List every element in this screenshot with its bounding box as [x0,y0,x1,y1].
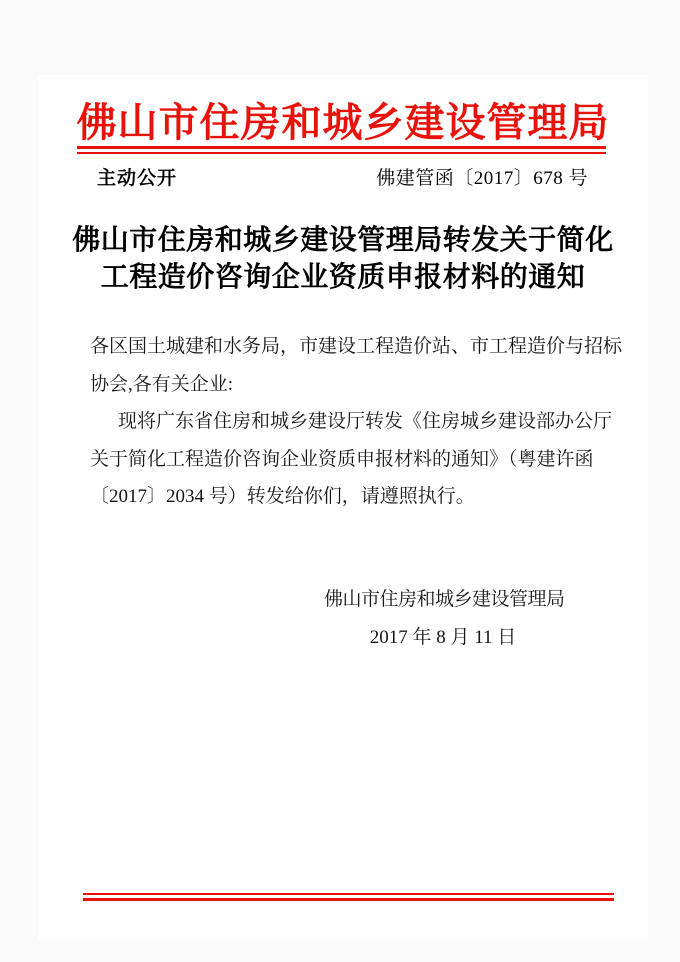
doc-number: 佛建管函〔2017〕678 号 [376,168,588,189]
letterhead-agency-title: 佛山市住房和城乡建设管理局 [76,100,610,145]
document-page [38,75,648,940]
meta-row [97,163,588,190]
doc-title [38,222,648,296]
paragraph-line: 现将广东省住房和城乡建设厅转发《住房城乡建设部办公厅 [118,411,613,432]
signature-date: 2017 年 8 月 11 日 [369,627,517,648]
disclosure-label: 主动公开 [97,168,178,189]
signature-block [324,581,565,657]
footer-double-rule [83,893,614,901]
salutation-line: 协会,各有关企业: [90,373,234,395]
paragraph-line: 关于简化工程造价咨询企业资质申报材料的通知》（粤建许函 [90,448,594,470]
doc-title-line-1: 佛山市住房和城乡建设管理局转发关于简化 [72,225,614,256]
signature-agency: 佛山市住房和城乡建设管理局 [324,589,565,610]
body-text [90,328,623,516]
paragraph-line: 〔2017〕2034 号）转发给你们，请遵照执行。 [90,486,475,507]
salutation-line: 各区国土城建和水务局，市建设工程造价站、市工程造价与招标 [90,336,623,357]
doc-title-line-2: 工程造价咨询企业资质申报材料的通知 [100,262,586,293]
letterhead-double-rule [77,146,606,154]
